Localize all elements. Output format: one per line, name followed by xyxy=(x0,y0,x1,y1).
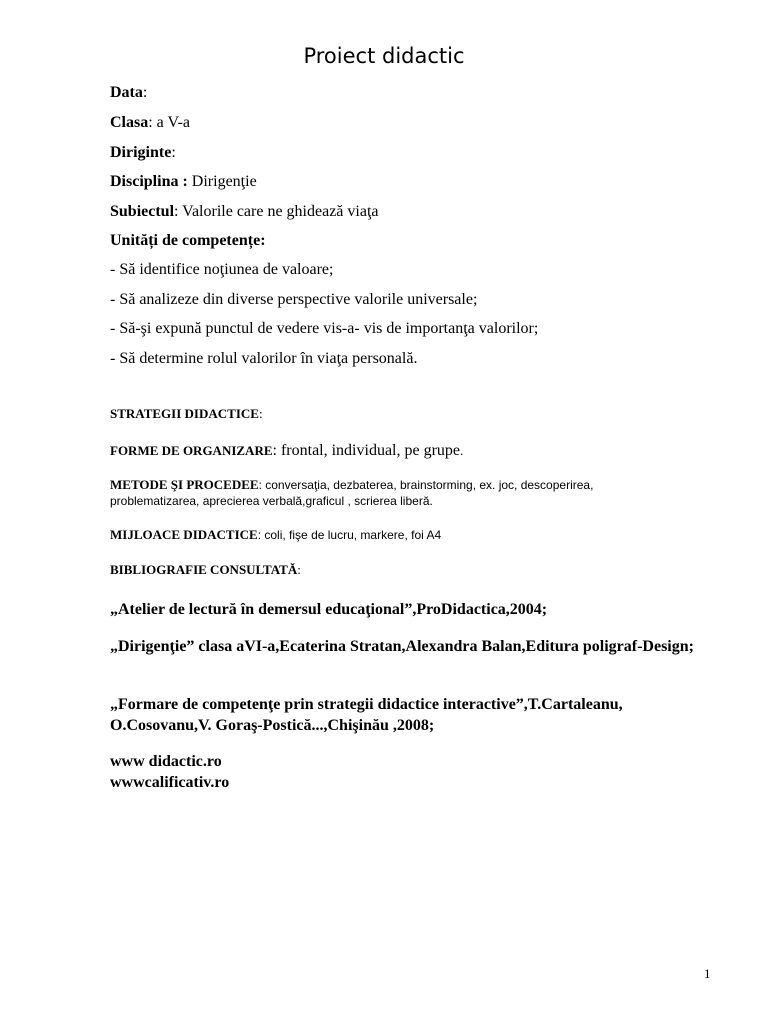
bibliography-item: „Dirigenţie” clasa aVI-a,Ecaterina Stratan,Alexandra Balan,Editura poligraf-Design; xyxy=(110,638,694,655)
link-calificativ[interactable]: wwwcalificativ.ro xyxy=(110,774,230,791)
field-label: Clasa xyxy=(110,114,149,131)
field-disciplina xyxy=(110,173,257,191)
field-clasa xyxy=(110,114,190,132)
strategii-label: STRATEGII DIDACTICE xyxy=(110,406,259,421)
field-value: : xyxy=(171,144,176,161)
field-value: : Valorile care ne ghidează viaţa xyxy=(174,203,379,220)
link-didactic[interactable]: www didactic.ro xyxy=(110,753,222,770)
page-number: 1 xyxy=(704,966,711,981)
forme-value: : frontal, individual, pe grupe xyxy=(272,442,461,459)
bibliografie-suffix: : xyxy=(297,562,301,577)
field-subiectul xyxy=(110,203,379,221)
field-label: Diriginte xyxy=(110,144,172,161)
field-label: Subiectul xyxy=(110,203,175,220)
field-diriginte xyxy=(110,144,176,162)
metode-value: : conversaţia, dezbaterea, brainstorming, ex. joc, descoperirea, xyxy=(258,478,594,492)
competenta-item: - Să determine rolul valorilor în viaţa personală. xyxy=(110,350,418,367)
competenta-item: - Să analizeze din diverse perspective valorile universale; xyxy=(110,291,478,308)
forme-label: FORME DE ORGANIZARE xyxy=(110,443,273,458)
mijloace-didactice xyxy=(110,527,441,543)
competenta-item: - Să identifice noţiunea de valoare; xyxy=(110,261,334,278)
strategii-suffix: : xyxy=(258,406,263,421)
metode-line1 xyxy=(110,477,593,493)
bibliografie-label: BIBLIOGRAFIE CONSULTATĂ xyxy=(110,562,298,577)
bibliography-item: „Formare de competenţe prin strategii didactice interactive”,T.Cartaleanu, O.Cosovanu,V. Goraş-Postică...,Chişinău ,2008; xyxy=(110,696,623,734)
metode-line2: problematizarea, aprecierea verbală,graficul , scrierea liberă. xyxy=(110,494,433,508)
mijloace-label: MIJLOACE DIDACTICE xyxy=(110,527,258,542)
bibliography-item: „Atelier de lectură în demersul educaţional”,ProDidactica,2004; xyxy=(110,601,548,618)
forme-organizare xyxy=(110,442,463,460)
document-title: Proiect didactic xyxy=(303,44,465,68)
metode-label: METODE ŞI PROCEDEE xyxy=(110,477,259,492)
field-label: Disciplina : xyxy=(110,173,188,190)
mijloace-value: : coli, fişe de lucru, markere, foi A4 xyxy=(257,528,442,542)
competente-heading: Unități de competențe: xyxy=(110,232,266,249)
forme-end: . xyxy=(460,443,464,458)
bibliografie-heading xyxy=(110,562,301,578)
field-value: : a V-a xyxy=(148,114,191,131)
competenta-item: - Să-şi expună punctul de vedere vis-a- vis de importanţa valorilor; xyxy=(110,320,539,337)
field-data xyxy=(110,84,147,102)
strategii-heading xyxy=(110,406,263,422)
field-value: : xyxy=(142,84,148,101)
field-label: Data xyxy=(110,84,143,101)
field-value: Dirigenţie xyxy=(187,173,257,190)
